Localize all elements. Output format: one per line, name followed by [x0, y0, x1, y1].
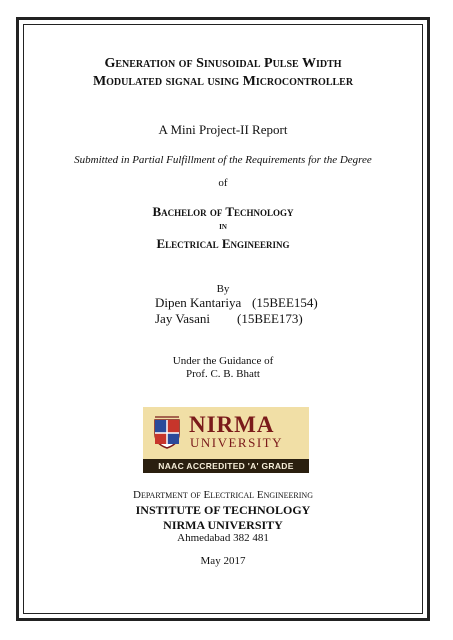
- university-logo: [143, 407, 309, 473]
- student-row: [155, 311, 335, 327]
- logo-subtitle: UNIVERSITY: [190, 435, 283, 450]
- degree-line-1: Bachelor of Technology: [152, 204, 294, 219]
- university-name: NIRMA UNIVERSITY: [163, 518, 283, 532]
- report-title-line-2: Modulated signal using Microcontroller: [92, 74, 354, 89]
- degree-line-3: Electrical Engineering: [156, 236, 290, 251]
- report-date: May 2017: [200, 555, 246, 567]
- logo-name: NIRMA: [189, 412, 275, 437]
- student-list: [155, 295, 335, 327]
- by-text: By: [216, 283, 230, 295]
- student-roll: (15BEE173): [237, 311, 303, 326]
- guidance-label: Under the Guidance of: [172, 355, 274, 367]
- submission-text: Submitted in Partial Fulfillment of the Requirements for the Degree: [74, 154, 372, 166]
- crest-icon: [152, 416, 182, 450]
- student-roll: (15BEE154): [252, 295, 318, 310]
- report-title-line-1: Generation of Sinusoidal Pulse Width: [104, 56, 342, 71]
- logo-accreditation-band: NAAC ACCREDITED 'A' GRADE: [143, 459, 309, 473]
- report-title: [24, 55, 422, 91]
- title-page: [24, 24, 422, 612]
- university-address: Ahmedabad 382 481: [177, 532, 269, 544]
- department-name: Department of Electrical Engineering: [133, 489, 313, 501]
- student-row: [155, 295, 335, 311]
- degree-line-2: in: [219, 221, 227, 232]
- student-name: Dipen Kantariya: [155, 295, 242, 310]
- report-type: A Mini Project-II Report: [158, 122, 288, 137]
- logo-background: [143, 407, 309, 459]
- institute-name: INSTITUTE OF TECHNOLOGY: [135, 503, 311, 517]
- of-text: of: [218, 177, 228, 189]
- guide-name: Prof. C. B. Bhatt: [186, 368, 260, 380]
- student-name: Jay Vasani: [155, 311, 211, 326]
